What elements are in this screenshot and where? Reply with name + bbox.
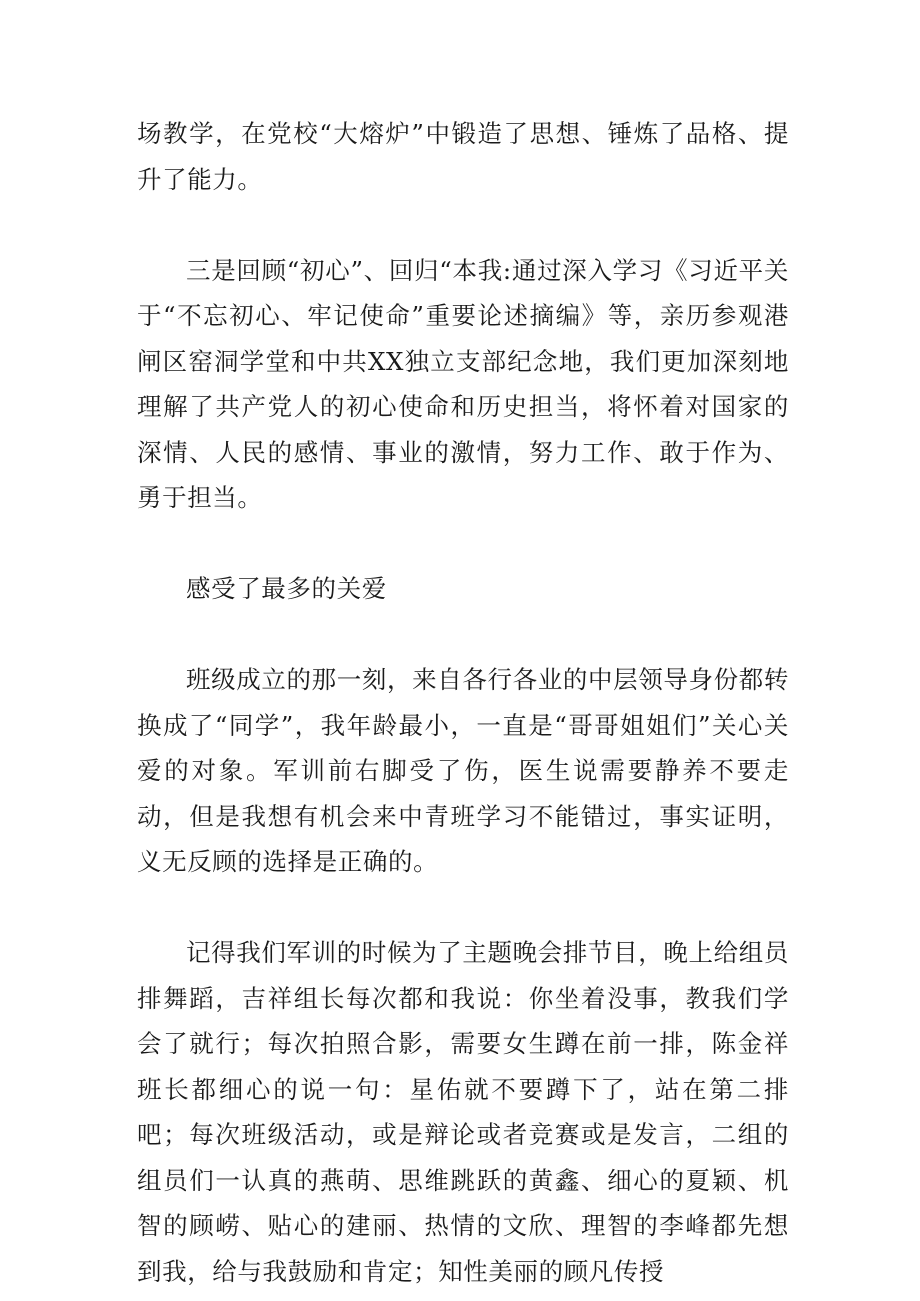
section-heading: 感受了最多的关爱 (186, 574, 387, 603)
paragraph-initial-heart: 三是回顾“初心”、回归“本我:通过深入学习《习近平关于“不忘初心、牢记使命”重要论述摘编》等，亲历参观港闸区窑洞学堂和中共XX独立支部纪念地，我们更加深刻地理解了共产党人的初心使命和历史担当，将怀着对国家的深情、人民的感情、事业的激情，努力工作、敢于作为、勇于担当。 (137, 255, 789, 512)
paragraph-class-formation: 班级成立的那一刻，来自各行各业的中层领导身份都转换成了“同学”，我年龄最小，一直是“哥哥姐姐们”关心关爱的对象。军训前右脚受了伤，医生说需要静养不要走动，但是我想有机会来中青班学习不能错过，事实证明，义无反顾的选择是正确的。 (137, 665, 789, 876)
paragraph-military-training: 记得我们军训的时候为了主题晚会排节目，晚上给组员排舞蹈，吉祥组长每次都和我说：你坐着没事，教我们学会了就行；每次拍照合影，需要女生蹲在前一排，陈金祥班长都细心的说一句：星佑就不要蹲下了，站在第二排吧；每次班级活动，或是辩论或者竞赛或是发言，二组的组员们一认真的燕萌、思维跳跃的黄鑫、细心的夏颖、机智的顾崂、贴心的建丽、热情的文欣、理智的李峰都先想到我，给与我鼓励和肯定；知性美丽的顾凡传授 (137, 938, 789, 1286)
document-body (137, 111, 789, 1294)
paragraph-continuation: 场教学，在党校“大熔炉”中锻造了思想、锤炼了品格、提升了能力。 (137, 119, 789, 194)
